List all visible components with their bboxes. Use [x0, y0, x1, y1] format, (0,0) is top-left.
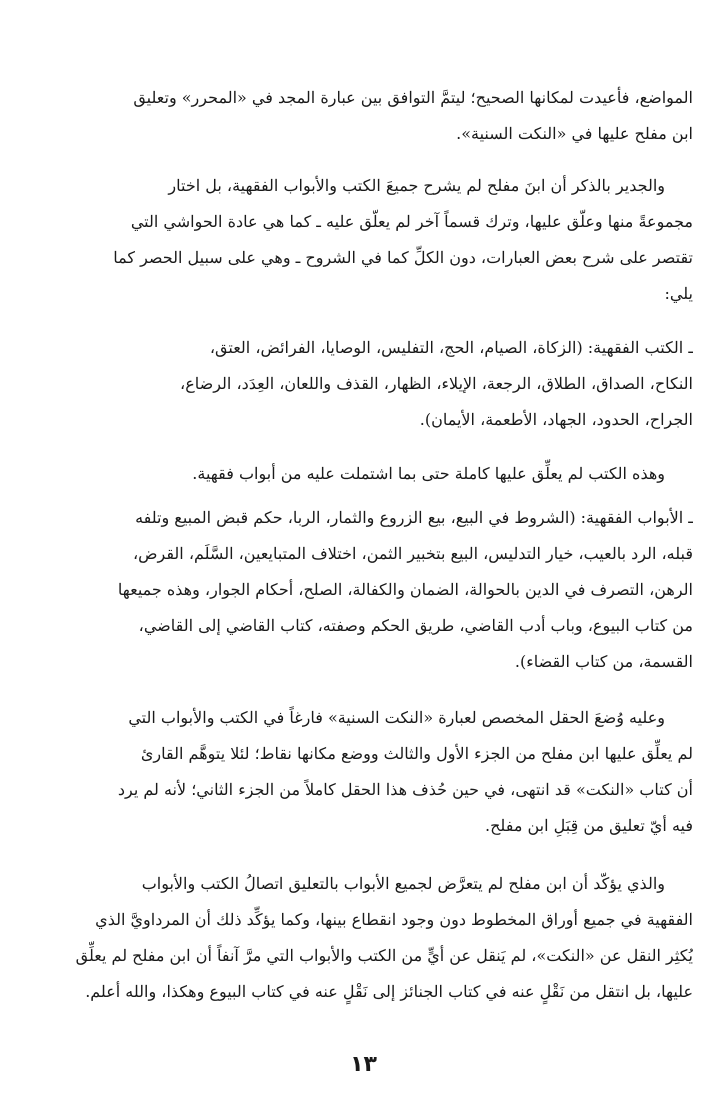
paragraph-line: القسمة، من كتاب القضاء). [514, 652, 693, 671]
paragraph-line: ابن مفلح عليها في «النكت السنية». [456, 124, 693, 143]
paragraph-line: الفقهية في جميع أوراق المخطوط دون وجود انقطاع بينها، وكما يؤكِّد ذلك أن المرداويَّ الذي [95, 910, 693, 929]
paragraph-line: ـ الكتب الفقهية: (الزكاة، الصيام، الحج، التفليس، الوصايا، الفرائض، العتق، [209, 338, 693, 357]
paragraph-line: تقتصر على شرح بعض العبارات، دون الكلِّ كما في الشروح ـ وهي على سبيل الحصر كما [113, 248, 693, 267]
page-number: ١٣ [350, 1052, 377, 1077]
paragraph-line: عليها، بل انتقل من نَقْلٍ عنه في كتاب الجنائز إلى نَقْلٍ عنه في كتاب البيوع وهكذا، والله أعلم. [85, 982, 693, 1001]
paragraph-line: من كتاب البيوع، وباب أدب القاضي، طريق الحكم وصفته، كتاب القاضي إلى القاضي، [138, 616, 693, 635]
paragraph-4 [62, 456, 693, 492]
paragraph-line: قبله، الرد بالعيب، خيار التدليس، البيع بتخبير الثمن، اختلاف المتبايعين، السَّلَم، القرض، [132, 544, 693, 563]
paragraph-line: والجدير بالذكر أن ابنَ مفلح لم يشرح جميعَ الكتب والأبواب الفقهية، بل اختار [168, 176, 665, 195]
paragraph-line: والذي يؤكّد أن ابن مفلح لم يتعرَّض لجميع الأبواب بالتعليق اتصالُ الكتب والأبواب [141, 874, 665, 893]
paragraph-line: المواضع، فأعيدت لمكانها الصحيح؛ ليتمَّ التوافق بين عبارة المجد في «المحرر» وتعليق [133, 88, 693, 107]
paragraph-line: النكاح، الصداق، الطلاق، الرجعة، الإيلاء، الظهار، القذف واللعان، العِدَد، الرضاع، [180, 374, 693, 393]
paragraph-5 [62, 500, 693, 680]
paragraph-6 [62, 700, 693, 844]
paragraph-1 [62, 80, 693, 152]
paragraph-line: لم يعلِّق عليها ابن مفلح من الجزء الأول والثالث ووضع مكانها نقاط؛ لئلا يتوهَّم القارئ [140, 744, 693, 763]
paragraph-7 [62, 866, 693, 1010]
paragraph-line: أن كتاب «النكت» قد انتهى، في حين حُذف هذا الحقل كاملاً من الجزء الثاني؛ لأنه لم يرد [117, 780, 693, 799]
paragraph-line: فيه أيّ تعليق من قِبَلِ ابن مفلح. [485, 816, 693, 835]
paragraph-3 [62, 330, 693, 438]
paragraph-2 [62, 168, 693, 312]
paragraph-line: مجموعةً منها وعلّق عليها، وترك قسماً آخر لم يعلّق عليه ـ كما هي عادة الحواشي التي [130, 212, 693, 231]
paragraph-line: يلي: [664, 284, 693, 303]
paragraph-line: يُكثِر النقل عن «النكت»، لم يَنقل عن أيٍّ من الكتب والأبواب التي مرَّ آنفاً أن ابن مفلح لم يعلِّق [75, 946, 693, 965]
paragraph-line: وعليه وُضعَ الحقل المخصص لعبارة «النكت السنية» فارغاً في الكتب والأبواب التي [128, 708, 665, 727]
paragraph-line: الجراح، الحدود، الجهاد، الأطعمة، الأيمان). [419, 410, 693, 429]
paragraph-line: وهذه الكتب لم يعلِّق عليها كاملة حتى بما اشتملت عليه من أبواب فقهية. [192, 464, 665, 483]
paragraph-line: ـ الأبواب الفقهية: (الشروط في البيع، بيع الزروع والثمار، الربا، حكم قبض المبيع وتلفه [135, 508, 693, 527]
paragraph-line: الرهن، التصرف في الدين بالحوالة، الضمان والكفالة، الصلح، أحكام الجوار، وهذه جميعها [117, 580, 693, 599]
